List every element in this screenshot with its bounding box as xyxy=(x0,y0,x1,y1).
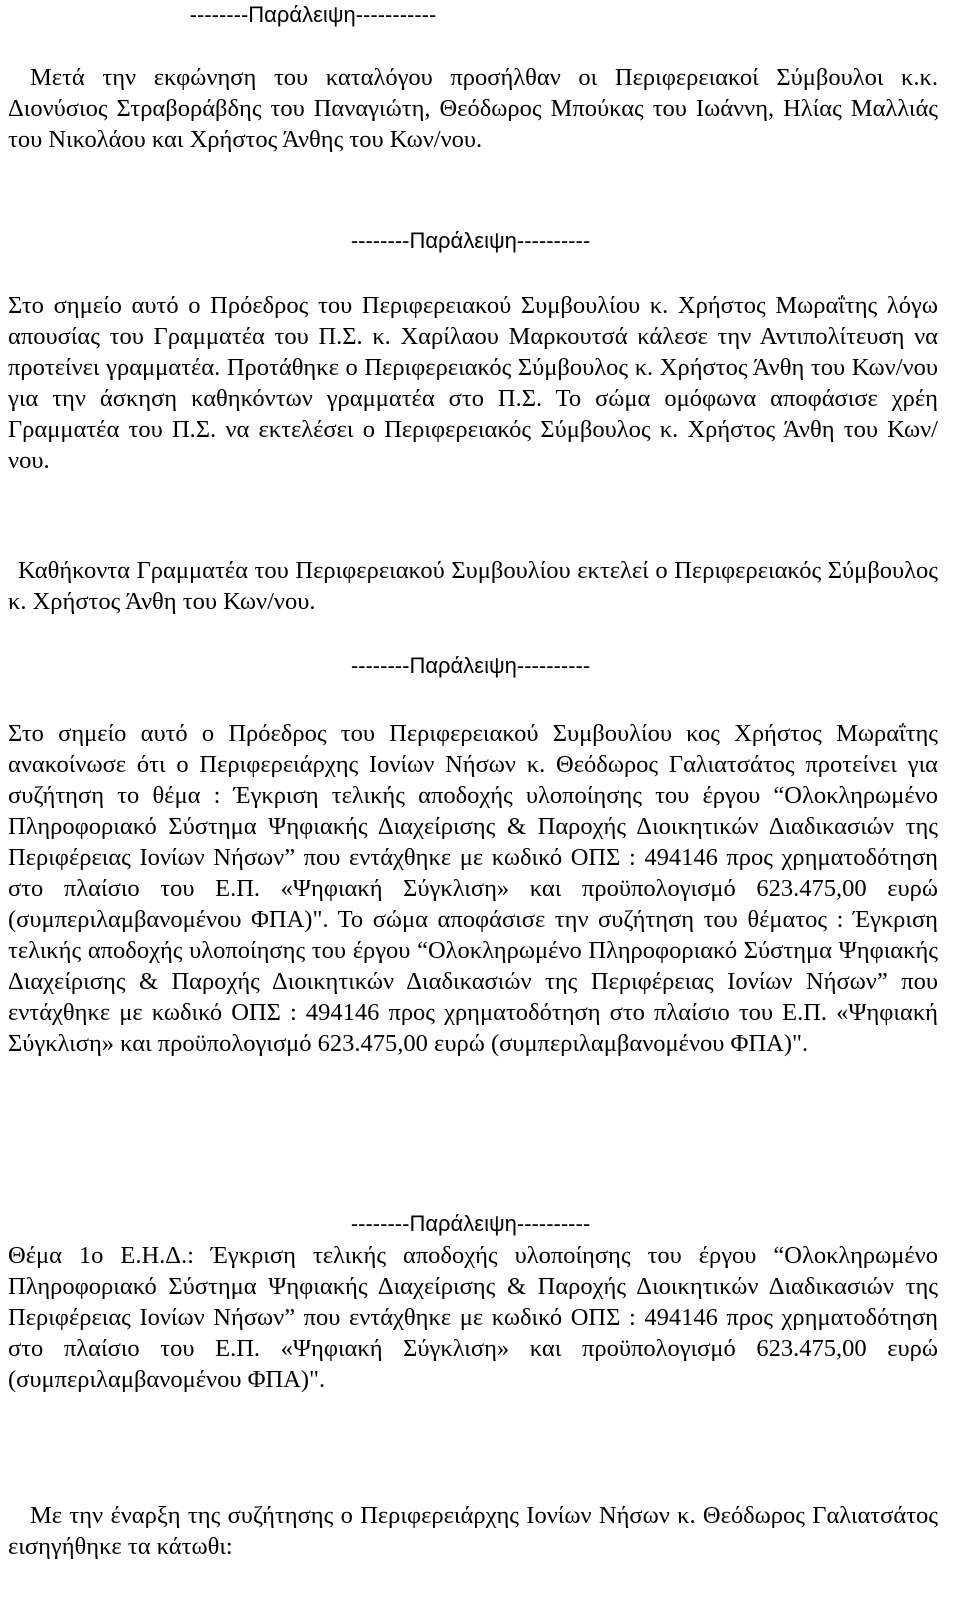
omission-separator: --------Παράλειψη---------- xyxy=(350,1211,591,1236)
paragraph-council-members-arrival: Μετά την εκφώνηση του καταλόγου προσήλθαν οι Περιφερειακοί Σύμβουλοι κ.κ. Διονύσιος Στραβοράβδης του Παναγιώτη, Θεόδωρος Μπούκας του Ιωάννη, Ηλίας Μαλλιάς του Νικολάου και Χρήστος Άνθης του Κων/νου. xyxy=(8,64,938,153)
omission-separator: --------Παράλειψη---------- xyxy=(350,228,591,253)
paragraph-discussion-start: Με την έναρξη της συζήτησης ο Περιφερειάρχης Ιονίων Νήσων κ. Θεόδωρος Γαλιατσάτος εισηγήθηκε τα κάτωθι: xyxy=(8,1502,938,1560)
omission-separator: --------Παράλειψη----------- xyxy=(189,2,437,27)
omission-separator: --------Παράλειψη---------- xyxy=(350,653,591,678)
paragraph-agenda-item-title: Θέμα 1ο Ε.Η.Δ.: Έγκριση τελικής αποδοχής υλοποίησης του έργου “Ολοκληρωμένο Πληροφοριακό Σύστημα Ψηφιακής Διαχείρισης & Παροχής Διοικητικών Διαδικασιών της Περιφέρειας Ιονίων Νήσων” που εντάχθηκε με κωδικό ΟΠΣ : 494146 προς χρηματοδότηση στο πλαίσιο του Ε.Π. «Ψηφιακή Σύγκλιση» και προϋπολογισμό 623.475,00 ευρώ (συμπεριλαμβανομένου ΦΠΑ)". xyxy=(8,1242,938,1393)
paragraph-secretary-duties: Καθήκοντα Γραμματέα του Περιφερειακού Συμβουλίου εκτελεί ο Περιφερειακός Σύμβουλος κ. Χρήστος Άνθη του Κων/νου. xyxy=(8,557,938,615)
paragraph-secretary-appointment: Στο σημείο αυτό ο Πρόεδρος του Περιφερειακού Συμβουλίου κ. Χρήστος Μωραΐτης λόγω απουσίας του Γραμματέα του Π.Σ. κ. Χαρίλαου Μαρκουτσά κάλεσε την Αντιπολίτευση να προτείνει γραμματέα. Προτάθηκε ο Περιφερειακός Σύμβουλος κ. Χρήστος Άνθη του Κων/νου για την άσκηση καθηκόντων γραμματέα στο Π.Σ. Το σώμα ομόφωνα αποφάσισε χρέη Γραμματέα του Π.Σ. να εκτελέσει ο Περιφερειακός Σύμβουλος κ. Χρήστος Άνθη του Κων/νου. xyxy=(8,292,938,474)
paragraph-agenda-proposal: Στο σημείο αυτό ο Πρόεδρος του Περιφερειακού Συμβουλίου κος Χρήστος Μωραΐτης ανακοίνωσε ότι ο Περιφερειάρχης Ιονίων Νήσων κ. Θεόδωρος Γαλιατσάτος προτείνει για συζήτηση το θέμα : Έγκριση τελικής αποδοχής υλοποίησης του έργου “Ολοκληρωμένο Πληροφοριακό Σύστημα Ψηφιακής Διαχείρισης & Παροχής Διοικητικών Διαδικασιών της Περιφέρειας Ιονίων Νήσων” που εντάχθηκε με κωδικό ΟΠΣ : 494146 προς χρηματοδότηση στο πλαίσιο του Ε.Π. «Ψηφιακή Σύγκλιση» και προϋπολογισμό 623.475,00 ευρώ (συμπεριλαμβανομένου ΦΠΑ)". Το σώμα αποφάσισε την συζήτηση του θέματος : Έγκριση τελικής αποδοχής υλοποίησης του έργου “Ολοκληρωμένο Πληροφοριακό Σύστημα Ψηφιακής Διαχείρισης & Παροχής Διοικητικών Διαδικασιών της Περιφέρειας Ιονίων Νήσων” που εντάχθηκε με κωδικό ΟΠΣ : 494146 προς χρηματοδότηση στο πλαίσιο του Ε.Π. «Ψηφιακή Σύγκλιση» και προϋπολογισμό 623.475,00 ευρώ (συμπεριλαμβανομένου ΦΠΑ)". xyxy=(8,720,938,1057)
